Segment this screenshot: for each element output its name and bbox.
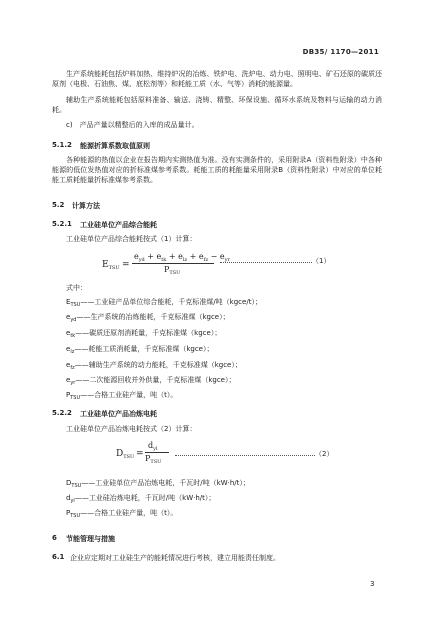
formula-1-leader (220, 262, 312, 263)
section-number-5-2: 5.2 (52, 201, 65, 209)
def-line-2: $e_{yd}——$生产系统的冶炼能耗，千克标准煤（kgce）； (66, 313, 230, 323)
formula-lead-2: 工业硅单位产品冶炼电耗按式（2）计算： (66, 425, 197, 433)
def-line-7: $P_{TSU}——$合格工业硅产量，吨（t）。 (66, 391, 178, 401)
formula-2-leader (175, 455, 315, 456)
section-title-6: 节能管理与措施 (66, 535, 115, 543)
page-number: 3 (370, 580, 375, 588)
section-title-5-2-2: 工业硅单位产品冶炼电耗 (80, 410, 157, 418)
section-number-6: 6 (52, 534, 57, 542)
def-line-3: $e_{tk}——$碳质还原剂消耗量，千克标准煤（kgce）； (66, 329, 222, 339)
formula-1-number: （1） (312, 257, 331, 265)
def-line-6: $e_{yr}——$二次能源回收并外供量，千克标准煤（kgce）； (66, 376, 236, 386)
section-body-6-1: 企业应定期对工业硅生产的能耗情况进行考核，建立用能责任制度。 (70, 554, 280, 562)
where-label: 式中： (66, 284, 87, 292)
def2-line-1: $D_{TSU}——$工业硅单位产品冶炼电耗，千瓦时/吨（kW·h/t）； (66, 479, 250, 489)
def2-line-2: $d_{yl}——$工业硅冶炼电耗，千瓦时/吨（kW·h/t）； (66, 494, 216, 504)
intro-paragraph-1: 生产系统能耗包括炉料加热、维持炉况的冶炼、铁炉电、洗炉电、动力电、照明电、矿石还原的碳质还原剂（电极、石油焦、煤、底松剂等）和耗能工质（水、气等）消耗的能源量。 (52, 70, 382, 88)
section-number-5-2-1: 5.2.1 (52, 220, 72, 228)
section-body-5-1-2: 各种能源的热值以企业在报告期内实测热值为准。没有实测条件的，采用附录A（资料性附录）中各种能源的低位发热值对应的折标准煤参考系数。耗能工质的耗能量采用附录B（资料性附录）中对应的单位耗能工质耗能量折标准煤参考系数。 (52, 156, 382, 184)
section-number-5-1-2: 5.1.2 (52, 141, 72, 149)
def2-line-3: $P_{TSU}——$合格工业硅产量，吨（t）。 (66, 509, 178, 519)
intro-paragraph-2: 辅助生产系统能耗包括原料准备、输送、浇铸、精整、环保设施、循环水系统及物料与运输的动力消耗。 (52, 96, 382, 114)
section-title-5-2-1: 工业硅单位产品综合能耗 (80, 221, 157, 229)
section-title-5-2: 计算方法 (72, 202, 100, 210)
section-title-5-1-2: 能源折算系数取值原则 (80, 142, 150, 150)
standard-number: DB35/ 1170—2011 (302, 48, 379, 56)
intro-paragraph-3: c) 产品产量以精整后的入库的成品量计。 (66, 121, 199, 129)
def-line-5: $e_{fz}——$辅助生产系统的动力能耗，千克标准煤（kgce）； (66, 361, 242, 371)
def-line-1: $E_{TSU}——$工业硅产品单位综合能耗，千克标准煤/吨（kgce/t）； (66, 298, 262, 308)
section-number-5-2-2: 5.2.2 (52, 409, 72, 417)
formula-2-number: （2） (315, 450, 334, 458)
section-number-6-1: 6.1 (52, 553, 65, 561)
formula-lead-1: 工业硅单位产品综合能耗按式（1）计算： (66, 235, 197, 243)
document-page: DB35/ 1170—2011 生产系统能耗包括炉料加热、维持炉况的冶炼、铁炉电、洗炉电、动力电、照明电、矿石还原的碳质还原剂（电极、石油焦、煤、底松剂等）和耗能工质（水、气等）消耗的能源量。 辅助生产系统能耗包括原料准备、输送、浇铸、精整、环保设施、循环水系统及物料与运输的动力消耗。 c) 产品产量以精整后的入库的成品量计。 5.1.2 能源折算系数取值原则 各种能源的热值以企业在报告期内实测热值为准。没有实测条件的，采用附录A（资料性附录）中各种能源的低位发热值对应的折标准煤参考系数。耗能工质的耗能量采用附录B（资料性附录）中对应的单位耗能工质耗能量折标准煤参考系数。 5.2 计算方法 5.2.1 工业硅单位产品综合能耗 工业硅单位产品综合能耗按式（1）计算： $E_{TSU}$ = $e_{yd} + e_{tk} + e_{lz} + e_{fz} - e_{yr}$ $P_{TSU}$ （1） 式中： $E_{TSU}——$工业硅产品单位综合能耗，千克标准煤/吨（kgce/t）； $e_{yd}——$生产系统的冶炼能耗，千克标准煤（kgce）； $e_{tk}——$碳质还原剂消耗量，千克标准煤（kgce）； $e_{lz}——$耗能工质消耗量，千克标准煤（kgce）； $e_{fz}——$辅助生产系统的动力能耗，千克标准煤（kgce）； $e_{yr}——$二次能源回收并外供量，千克标准煤（kgce）； $P_{TSU}——$合格工业硅产量，吨（t）。 5.2.2 工业硅单位产品冶炼电耗 工业硅单位产品冶炼电耗按式（2）计算： $D_{TSU}$ = $d_{yl}$ $P_{TSU}$ （2） $D_{TSU}——$工业硅单位产品冶炼电耗，千瓦时/吨（kW·h/t）； $d_{yl}——$工业硅冶炼电耗，千瓦时/吨（kW·h/t）； $P_{TSU}——$合格工业硅产量，吨（t）。 6 节能管理与措施 6.1 企业应定期对工业硅生产的能耗情况进行考核，建立用能责任制度。 3 (52, 48, 382, 588)
def-line-4: $e_{lz}——$耗能工质消耗量，千克标准煤（kgce）； (66, 345, 214, 355)
